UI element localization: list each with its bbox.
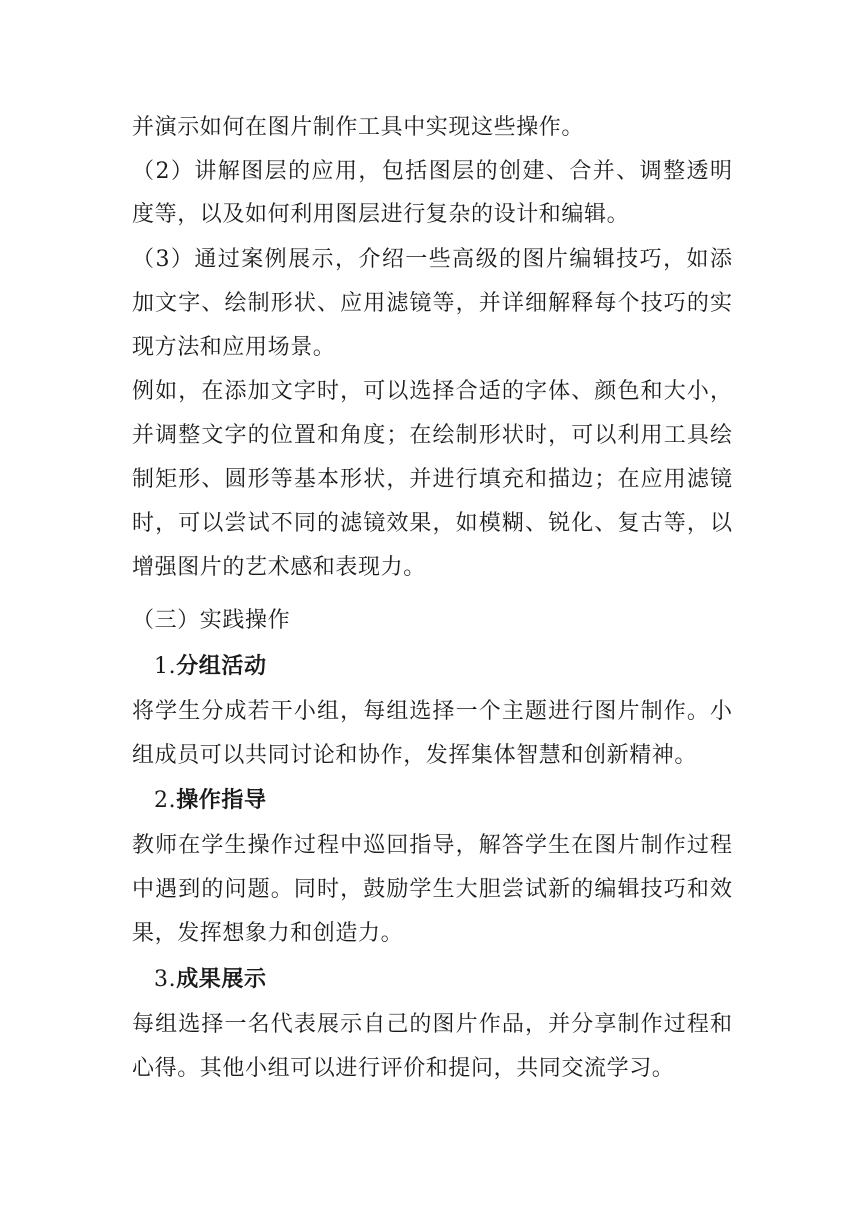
paragraph-line: 加文字、绘制形状、应用滤镜等，并详细解释每个技巧的实 [132, 291, 732, 316]
paragraph-line: 制矩形、圆形等基本形状，并进行填充和描边；在应用滤镜 [132, 467, 732, 492]
paragraph-line: 时，可以尝试不同的滤镜效果，如模糊、锐化、复古等，以 [132, 511, 732, 536]
section-heading: （三）实践操作 [132, 608, 291, 633]
subheading-title: 成果展示 [176, 967, 267, 992]
subheading-2 [154, 786, 267, 816]
paragraph-line: 并调整文字的位置和角度；在绘制形状时，可以利用工具绘 [132, 423, 732, 448]
paragraph-line: 组成员可以共同讨论和协作，发挥集体智慧和创新精神。 [132, 743, 698, 768]
paragraph-line: 例如，在添加文字时，可以选择合适的字体、颜色和大小， [132, 379, 732, 404]
subheading-1 [154, 652, 267, 682]
paragraph-line: 将学生分成若干小组，每组选择一个主题进行图片制作。小 [132, 699, 732, 724]
paragraph-line: 现方法和应用场景。 [132, 335, 336, 360]
subheading-number: 3. [154, 967, 177, 992]
subheading-number: 1. [154, 654, 177, 679]
subheading-3 [154, 965, 267, 995]
paragraph-line: （2）讲解图层的应用，包括图层的创建、合并、调整透明 [132, 159, 732, 184]
paragraph-line: 并演示如何在图片制作工具中实现这些操作。 [132, 115, 585, 140]
paragraph-line: 每组选择一名代表展示自己的图片作品，并分享制作过程和 [132, 1012, 732, 1037]
paragraph-line: 果，发挥想象力和创造力。 [132, 921, 404, 946]
paragraph-line: 度等，以及如何利用图层进行复杂的设计和编辑。 [132, 202, 630, 227]
paragraph-line: （3）通过案例展示，介绍一些高级的图片编辑技巧，如添 [132, 247, 732, 272]
paragraph-line: 增强图片的艺术感和表现力。 [132, 555, 426, 580]
paragraph-line: 心得。其他小组可以进行评价和提问，共同交流学习。 [132, 1056, 675, 1081]
paragraph-line: 中遇到的问题。同时，鼓励学生大胆尝试新的编辑技巧和效 [132, 877, 732, 902]
subheading-title: 分组活动 [176, 654, 267, 679]
subheading-title: 操作指导 [176, 788, 267, 813]
subheading-number: 2. [154, 788, 177, 813]
paragraph-line: 教师在学生操作过程中巡回指导，解答学生在图片制作过程 [132, 833, 732, 858]
